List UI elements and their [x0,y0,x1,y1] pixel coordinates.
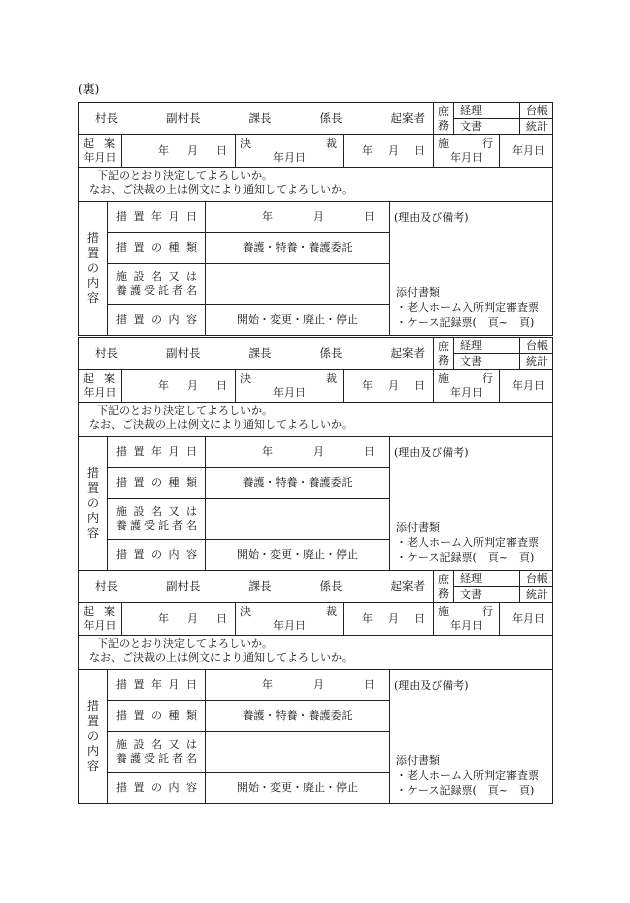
kian-date-value: 年 月 日 [122,603,236,636]
sochi-date-value: 年 月 日 [206,202,390,233]
tokei-cell: 統計 [520,119,553,135]
approval-form-3 [78,570,552,804]
approver-kacho: 課長 [248,111,272,126]
shiko-date-label: 施 行 年月日 [434,135,500,168]
remarks-cell [390,202,553,336]
remarks-title: (理由及び備考) [394,446,469,459]
decision-message: 下記のとおり決定してよろしいか。 なお、ご決裁の上は例文により通知してよろしいか。 [79,636,553,670]
sochi-naiyo-header: 措 置 の 内 容 [79,202,108,336]
approver-kakaricho: 係長 [319,579,343,594]
kessai-date-value: 年 月 日 [344,370,434,403]
shiko-date-label: 施 行 年月日 [434,603,500,636]
kian-date-value: 年 月 日 [122,135,236,168]
sochi-date-label: 措置年月日 [108,437,206,468]
approver-soncho: 村長 [95,111,118,126]
kessai-date-label: 決 裁 年月日 [236,603,344,636]
facility-value [206,499,390,540]
daicho-cell: 台帳 [520,338,553,354]
shiko-date-label: 施 行 年月日 [434,370,500,403]
kessai-date-value: 年 月 日 [344,603,434,636]
bunsho-cell: 文書 [454,119,520,135]
kian-date-label: 起 案 年月日 [79,370,122,403]
sochi-date-value: 年 月 日 [206,437,390,468]
sochi-type-label: 措置の種類 [108,701,206,732]
approver-fukusoncho: 副村長 [166,579,201,594]
facility-value [206,264,390,305]
approver-kiansha: 起案者 [390,346,425,361]
kessai-date-value: 年 月 日 [344,135,434,168]
remarks-title: (理由及び備考) [394,679,469,692]
daicho-cell: 台帳 [520,103,553,119]
sochi-type-label: 措置の種類 [108,468,206,499]
approver-soncho: 村長 [95,346,118,361]
sochi-type-value: 養護・特養・養護委託 [206,468,390,499]
kian-date-value: 年 月 日 [122,370,236,403]
facility-value [206,732,390,773]
shomu-label: 庶 務 [434,103,454,135]
keiri-cell: 経理 [454,103,520,119]
approver-row [79,103,434,135]
sochi-date-value: 年 月 日 [206,670,390,701]
daicho-cell: 台帳 [520,571,553,587]
sochi-type-value: 養護・特養・養護委託 [206,233,390,264]
approver-kiansha: 起案者 [390,579,425,594]
attachments: 添付書類 ・老人ホーム入所判定審査票 ・ケース記録票( 頁~ 頁) [396,286,539,330]
approval-table [78,102,553,336]
shomu-label: 庶 務 [434,571,454,603]
sochi-content-value: 開始・変更・廃止・停止 [206,773,390,804]
approver-row [79,338,434,370]
sochi-content-label: 措置の内容 [108,305,206,336]
facility-label: 施設名又は 養護受託者名 [108,264,206,305]
attachments: 添付書類 ・老人ホーム入所判定審査票 ・ケース記録票( 頁~ 頁) [396,521,539,565]
sochi-naiyo-header: 措 置 の 内 容 [79,437,108,571]
sochi-date-label: 措置年月日 [108,670,206,701]
approval-form-2 [78,337,552,571]
remarks-cell [390,670,553,804]
approver-row [79,571,434,603]
sochi-content-value: 開始・変更・廃止・停止 [206,540,390,571]
decision-message: 下記のとおり決定してよろしいか。 なお、ご決裁の上は例文により通知してよろしいか。 [79,168,553,202]
sochi-type-value: 養護・特養・養護委託 [206,701,390,732]
remarks-cell [390,437,553,571]
approval-table [78,337,553,571]
attachments: 添付書類 ・老人ホーム入所判定審査票 ・ケース記録票( 頁~ 頁) [396,754,539,798]
approver-kiansha: 起案者 [390,111,425,126]
approver-fukusoncho: 副村長 [166,111,201,126]
approver-kacho: 課長 [248,346,272,361]
remarks-title: (理由及び備考) [394,211,469,224]
approver-fukusoncho: 副村長 [166,346,201,361]
sochi-date-label: 措置年月日 [108,202,206,233]
facility-label: 施設名又は 養護受託者名 [108,499,206,540]
sochi-naiyo-header: 措 置 の 内 容 [79,670,108,804]
approver-kacho: 課長 [248,579,272,594]
approver-soncho: 村長 [95,579,118,594]
approver-kakaricho: 係長 [319,346,343,361]
kian-date-label: 起 案 年月日 [79,135,122,168]
bunsho-cell: 文書 [454,587,520,603]
kessai-date-label: 決 裁 年月日 [236,135,344,168]
shomu-label: 庶 務 [434,338,454,370]
bunsho-cell: 文書 [454,354,520,370]
page-side-label: (裏) [78,82,100,96]
shiko-date-value: 年 月 日 [500,370,553,403]
keiri-cell: 経理 [454,571,520,587]
approver-kakaricho: 係長 [319,111,343,126]
kessai-date-label: 決 裁 年月日 [236,370,344,403]
approval-form-1 [78,102,552,336]
facility-label: 施設名又は 養護受託者名 [108,732,206,773]
tokei-cell: 統計 [520,354,553,370]
kian-date-label: 起 案 年月日 [79,603,122,636]
tokei-cell: 統計 [520,587,553,603]
sochi-content-value: 開始・変更・廃止・停止 [206,305,390,336]
decision-message: 下記のとおり決定してよろしいか。 なお、ご決裁の上は例文により通知してよろしいか。 [79,403,553,437]
shiko-date-value: 年 月 日 [500,135,553,168]
sochi-type-label: 措置の種類 [108,233,206,264]
approval-table [78,570,553,804]
sochi-content-label: 措置の内容 [108,540,206,571]
keiri-cell: 経理 [454,338,520,354]
sochi-content-label: 措置の内容 [108,773,206,804]
shiko-date-value: 年 月 日 [500,603,553,636]
